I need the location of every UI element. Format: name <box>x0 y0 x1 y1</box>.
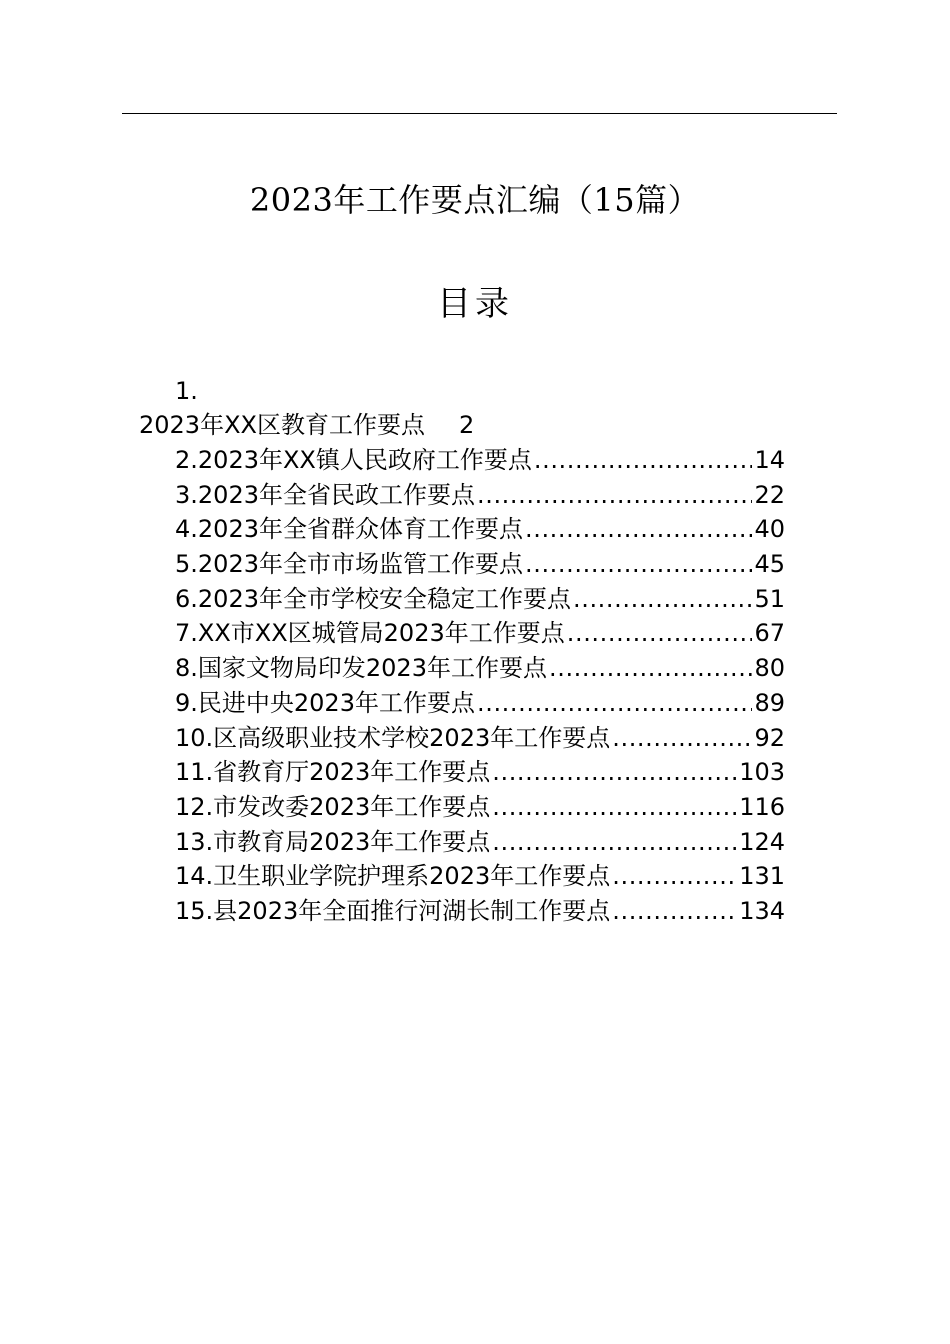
toc-entry-page: 116 <box>739 792 785 821</box>
toc-heading: 目录 <box>437 284 513 324</box>
toc-entry-page: 45 <box>754 550 785 579</box>
toc-entry-page: 134 <box>739 896 785 925</box>
toc-entry[interactable] <box>175 479 785 514</box>
toc-entry-1[interactable] <box>139 409 474 441</box>
toc-entry-page: 92 <box>754 723 785 752</box>
toc-entry-1-number[interactable]: 1. <box>175 377 198 405</box>
toc-entry-label: 5.2023年全市市场监管工作要点 <box>175 550 523 579</box>
toc-entry-label: 10.区高级职业技术学校2023年工作要点 <box>175 723 611 752</box>
toc-entry-label: 7.XX市XX区城管局2023年工作要点 <box>175 619 565 648</box>
header-rule <box>122 113 837 114</box>
toc-dot-leader <box>492 826 737 858</box>
toc-entry[interactable] <box>175 687 785 722</box>
toc-entry[interactable] <box>175 444 785 479</box>
toc-entry[interactable] <box>175 895 785 930</box>
toc-entry[interactable] <box>175 826 785 861</box>
toc-entry-label: 15.县2023年全面推行河湖长制工作要点 <box>175 896 611 925</box>
toc-entry-label: 2.2023年XX镇人民政府工作要点 <box>175 446 532 474</box>
toc-dot-leader <box>567 617 753 649</box>
toc-entry-1-page: 2 <box>458 411 475 439</box>
toc-entry-label: 14.卫生职业学院护理系2023年工作要点 <box>175 862 611 891</box>
toc-entry-label: 3.2023年全省民政工作要点 <box>175 480 475 509</box>
toc-entry-page: 103 <box>739 758 785 787</box>
document-title: 2023年工作要点汇编（15篇） <box>249 181 701 219</box>
toc-entry-page: 67 <box>754 619 785 648</box>
toc-entry-page: 131 <box>739 862 785 891</box>
toc-entry-page: 14 <box>754 446 785 474</box>
toc-dot-leader <box>573 583 752 615</box>
toc-entry-page: 51 <box>754 584 785 613</box>
toc-entry[interactable] <box>175 583 785 618</box>
toc-entry-label: 6.2023年全市学校安全稳定工作要点 <box>175 584 571 613</box>
toc-list <box>175 444 785 930</box>
toc-dot-leader <box>549 652 752 684</box>
toc-dot-leader <box>525 513 752 545</box>
toc-dot-leader <box>612 895 737 927</box>
toc-entry[interactable] <box>175 860 785 895</box>
toc-entry-label: 8.国家文物局印发2023年工作要点 <box>175 654 547 683</box>
toc-entry[interactable] <box>175 791 785 826</box>
toc-dot-leader <box>477 479 752 511</box>
toc-entry[interactable] <box>175 513 785 548</box>
toc-entry-page: 22 <box>754 480 785 509</box>
toc-entry[interactable] <box>175 652 785 687</box>
toc-entry-page: 80 <box>754 654 785 683</box>
toc-entry[interactable] <box>175 722 785 757</box>
toc-dot-leader <box>612 722 752 754</box>
toc-entry-label: 12.市发改委2023年工作要点 <box>175 792 491 821</box>
toc-entry-1-title: 2023年XX区教育工作要点 <box>139 411 425 439</box>
toc-entry-page: 124 <box>739 827 785 856</box>
toc-dot-leader <box>534 444 753 476</box>
toc-dot-leader <box>492 791 737 823</box>
toc-entry[interactable] <box>175 548 785 583</box>
toc-dot-leader <box>477 687 752 719</box>
toc-entry-page: 89 <box>754 688 785 717</box>
toc-entry-label: 9.民进中央2023年工作要点 <box>175 688 475 717</box>
toc-dot-leader <box>525 548 752 580</box>
toc-entry-label: 13.市教育局2023年工作要点 <box>175 827 491 856</box>
toc-entry-label: 4.2023年全省群众体育工作要点 <box>175 515 523 544</box>
toc-entry-page: 40 <box>754 515 785 544</box>
toc-dot-leader <box>492 756 737 788</box>
toc-dot-leader <box>612 860 737 892</box>
toc-entry[interactable] <box>175 617 785 652</box>
toc-entry-label: 11.省教育厅2023年工作要点 <box>175 758 491 787</box>
toc-entry[interactable] <box>175 756 785 791</box>
